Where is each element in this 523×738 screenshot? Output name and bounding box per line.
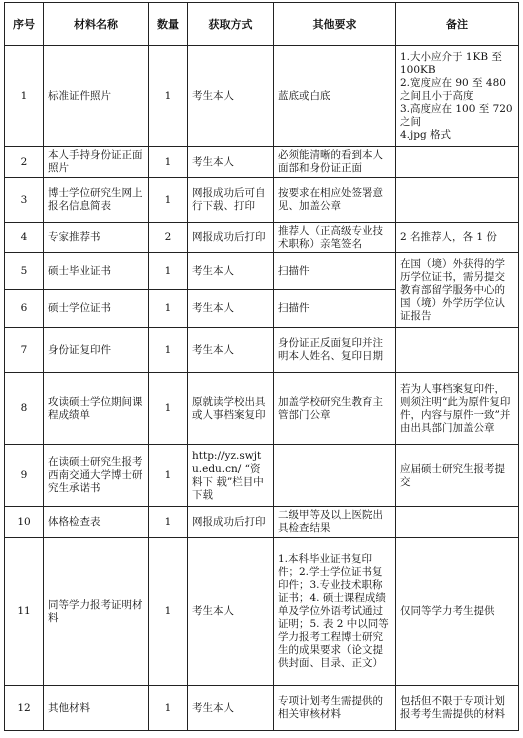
note-line: 1.大小应介于 1KB 至 100KB (400, 50, 502, 76)
acquire-method: 考生本人 (188, 147, 274, 178)
material-name: 身份证复印件 (44, 328, 149, 373)
note (396, 507, 519, 538)
quantity: 1 (149, 373, 188, 445)
header-index: 序号 (5, 3, 44, 46)
material-name: 本人手持身份证正面照片 (44, 147, 149, 178)
table-row (5, 147, 519, 178)
materials-table (4, 2, 519, 731)
row-index: 8 (5, 373, 44, 445)
requirement: 身份证正反面复印并注明本人姓名、复印日期 (274, 328, 396, 373)
header-notes: 备注 (396, 3, 519, 46)
row-index: 4 (5, 223, 44, 253)
acquire-method: 网报成功后打印 (188, 507, 274, 538)
header-material-name: 材料名称 (44, 3, 149, 46)
acquire-method: 考生本人 (188, 328, 274, 373)
table-row (5, 46, 519, 147)
quantity: 1 (149, 290, 188, 328)
quantity: 2 (149, 223, 188, 253)
row-index: 3 (5, 178, 44, 223)
acquire-method: 网报成功后可自行下载、打印 (188, 178, 274, 223)
quantity: 1 (149, 253, 188, 290)
quantity: 1 (149, 46, 188, 147)
acquire-method: 考生本人 (188, 686, 274, 731)
note (396, 147, 519, 178)
requirement: 推荐人（正高级专业技术职称）亲笔签名 (274, 223, 396, 253)
requirement: 加盖学校研究生教育主管部门公章 (274, 373, 396, 445)
row-index: 12 (5, 686, 44, 731)
header-quantity: 数量 (149, 3, 188, 46)
row-index: 6 (5, 290, 44, 328)
acquire-method: 原就读学校出具或人事档案复印 (188, 373, 274, 445)
row-index: 10 (5, 507, 44, 538)
note-line: 3.高度应在 100 至 720 之间 (400, 102, 513, 128)
header-requirements: 其他要求 (274, 3, 396, 46)
table-row (5, 328, 519, 373)
acquire-method: 考生本人 (188, 253, 274, 290)
requirement: 必须能清晰的看到本人面部和身份证正面 (274, 147, 396, 178)
header-method: 获取方式 (188, 3, 274, 46)
merged-note: 在国（境）外获得的学历学位证书，需另提交教育部留学服务中心的国（境）外学历学位认证报告 (396, 253, 519, 328)
table-row (5, 223, 519, 253)
row-index: 9 (5, 445, 44, 507)
quantity: 1 (149, 538, 188, 686)
row-index: 1 (5, 46, 44, 147)
note: 应届硕士研究生报考提交 (396, 445, 519, 507)
requirement: 按要求在相应处签署意见、加盖公章 (274, 178, 396, 223)
header-row (5, 3, 519, 46)
material-name: 其他材料 (44, 686, 149, 731)
acquire-method: 考生本人 (188, 290, 274, 328)
note-line: 2.宽度应在 90 至 480 之间且小于高度 (400, 76, 506, 102)
material-name: 博士学位研究生网上报名信息简表 (44, 178, 149, 223)
table-row (5, 445, 519, 507)
requirement: 专项计划考生需提供的相关审核材料 (274, 686, 396, 731)
table-row (5, 507, 519, 538)
quantity: 1 (149, 178, 188, 223)
note (396, 328, 519, 373)
material-name: 硕士学位证书 (44, 290, 149, 328)
acquire-method: 网报成功后打印 (188, 223, 274, 253)
quantity: 1 (149, 147, 188, 178)
material-name: 标准证件照片 (44, 46, 149, 147)
material-name: 攻读硕士学位期间课程成绩单 (44, 373, 149, 445)
table-row (5, 253, 519, 290)
note (396, 46, 519, 147)
note: 2 名推荐人，各 1 份 (396, 223, 519, 253)
table-row (5, 178, 519, 223)
row-index: 11 (5, 538, 44, 686)
table-row (5, 686, 519, 731)
material-name: 在读硕士研究生报考西南交通大学博士研究生承诺书 (44, 445, 149, 507)
acquire-method[interactable]: http://yz.swjtu.edu.cn/ “资料下 载”栏目中下载 (188, 445, 274, 507)
requirement: 蓝底或白底 (274, 46, 396, 147)
material-name: 专家推荐书 (44, 223, 149, 253)
acquire-method: 考生本人 (188, 538, 274, 686)
note-line: 4.jpg 格式 (400, 128, 452, 141)
acquire-method: 考生本人 (188, 46, 274, 147)
row-index: 5 (5, 253, 44, 290)
quantity: 1 (149, 507, 188, 538)
table-row (5, 538, 519, 686)
quantity: 1 (149, 328, 188, 373)
material-name: 硕士毕业证书 (44, 253, 149, 290)
requirement: 扫描件 (274, 253, 396, 290)
quantity: 1 (149, 686, 188, 731)
requirement: 二级甲等及以上医院出具检查结果 (274, 507, 396, 538)
material-name: 同等学力报考证明材料 (44, 538, 149, 686)
note (396, 178, 519, 223)
requirement (274, 445, 396, 507)
material-name: 体格检查表 (44, 507, 149, 538)
requirement: 1.本科毕业证书复印件；2.学士学位证书复印件；3.专业技术职称证书；4. 硕士课程成绩单及学位外语考试通过证明；5. 表 2 中以同等学力报考工程博士研究生的成果要求（论文提供封面、目录、正文） (274, 538, 396, 686)
table-row (5, 373, 519, 445)
note: 若为人事档案复印件，则须注明“此为原件复印件，内容与原件一致”并由出具部门加盖公章 (396, 373, 519, 445)
note: 包括但不限于专项计划报考考生需提供的材料 (396, 686, 519, 731)
requirement: 扫描件 (274, 290, 396, 328)
note: 仅同等学力考生提供 (396, 538, 519, 686)
row-index: 7 (5, 328, 44, 373)
row-index: 2 (5, 147, 44, 178)
quantity: 1 (149, 445, 188, 507)
